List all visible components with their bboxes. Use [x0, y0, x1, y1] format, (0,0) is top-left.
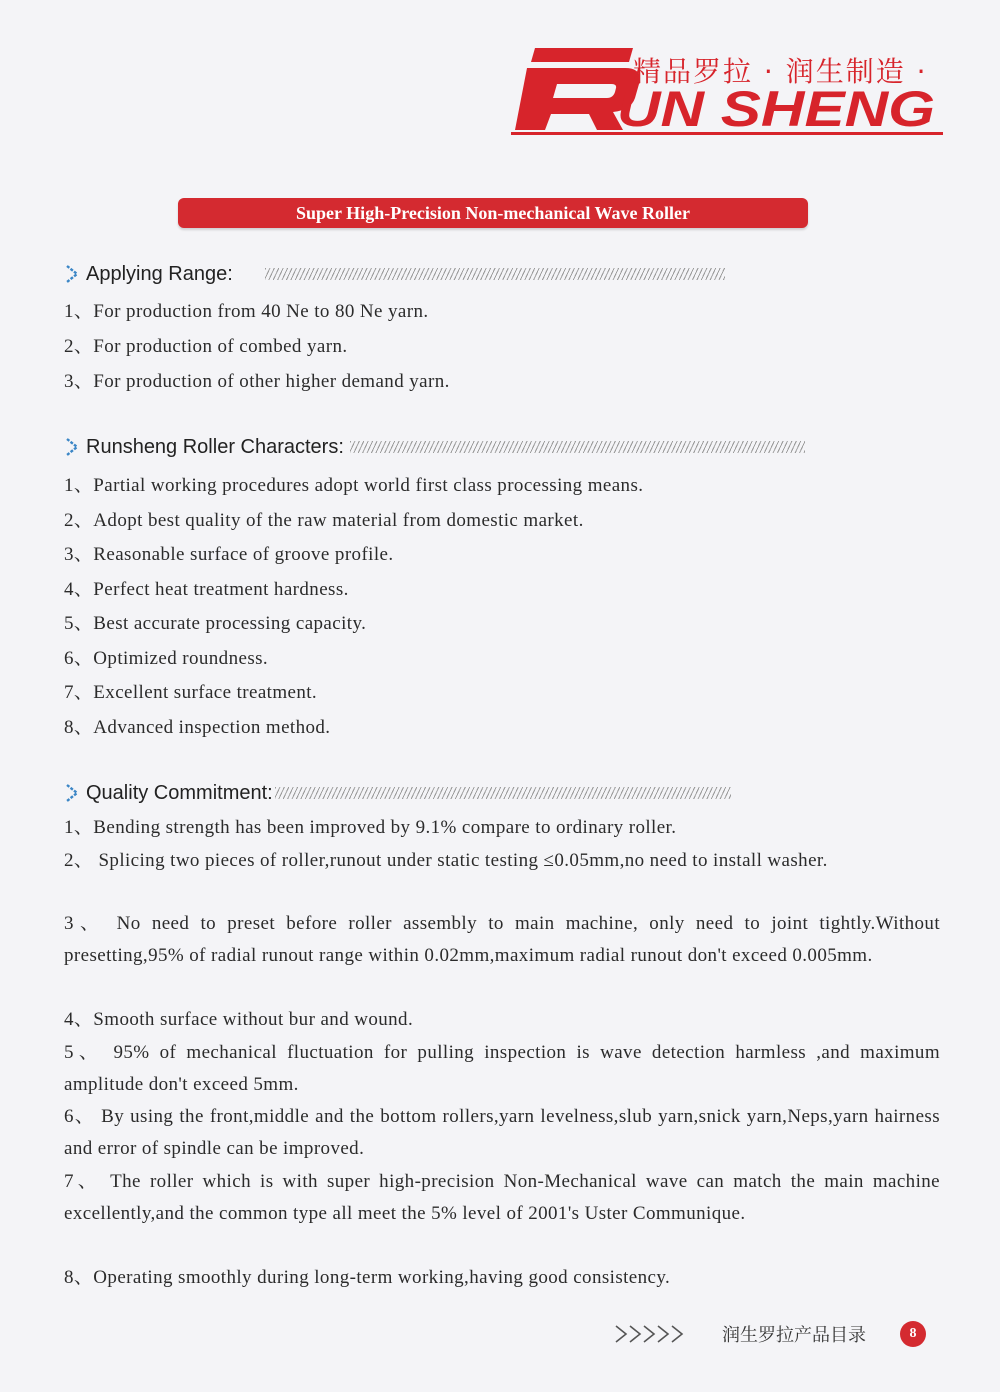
list-item: 5、Best accurate processing capacity. — [64, 613, 367, 634]
list-item: 2、Adopt best quality of the raw material from domestic market. — [64, 510, 584, 531]
hatch-divider — [275, 787, 731, 799]
section-heading-text: Quality Commitment: — [86, 781, 273, 804]
list-item: 3、Reasonable surface of groove profile. — [64, 544, 394, 565]
page-footer — [612, 1318, 952, 1350]
list-item: 2、 Splicing two pieces of roller,runout under static testing ≤0.05mm,no need to install washer. — [64, 850, 828, 871]
page-number-badge: 8 — [900, 1321, 926, 1347]
section-heading-applying-range — [64, 261, 725, 287]
hatch-divider — [265, 268, 725, 280]
section-heading-text: Applying Range: — [86, 262, 233, 285]
chevron-right-icon — [64, 782, 82, 804]
double-chevron-right-icon — [612, 1323, 692, 1345]
page-title-banner: Super High-Precision Non-mechanical Wave Roller — [178, 198, 808, 228]
list-item: 1、Bending strength has been improved by 9.1% compare to ordinary roller. — [64, 817, 677, 838]
logo-wordmark — [617, 84, 937, 134]
list-item: 8、Operating smoothly during long-term working,having good consistency. — [64, 1267, 671, 1288]
list-item: 8、Advanced inspection method. — [64, 717, 331, 738]
list-item: 5、 95% of mechanical fluctuation for pulling inspection is wave detection harmless ,and maximum amplitude don't exceed 5mm. — [64, 1042, 940, 1095]
list-item: 7、 The roller which is with super high-precision Non-Mechanical wave can match the main machine excellently,and the common type all meet the 5% level of 2001's Uster Communique. — [64, 1171, 940, 1224]
list-item: 4、Perfect heat treatment hardness. — [64, 579, 349, 600]
catalog-title: 润生罗拉产品目录 — [722, 1325, 866, 1346]
list-item: 6、Optimized roundness. — [64, 648, 269, 669]
svg-text:UN SHENG: UN SHENG — [617, 84, 935, 134]
list-item: 3、 No need to preset before roller assembly to main machine, only need to joint tightly.Without presetting,95% of radial runout range within 0.02mm,maximum radial runout don't exceed 0.005mm. — [64, 913, 940, 966]
list-item: 6、 By using the front,middle and the bottom rollers,yarn levelness,slub yarn,snick yarn,Neps,yarn hairness and error of spindle can be improved. — [64, 1106, 940, 1159]
list-item: 4、Smooth surface without bur and wound. — [64, 1009, 414, 1030]
list-item: 1、Partial working procedures adopt world first class processing means. — [64, 475, 644, 496]
list-item: 1、For production from 40 Ne to 80 Ne yarn. — [64, 301, 429, 322]
logo-chinese-slogan: 精品罗拉 · 润生制造 · — [633, 55, 928, 88]
chevron-right-icon — [64, 263, 82, 285]
section-heading-roller-characters — [64, 434, 805, 460]
list-item: 2、For production of combed yarn. — [64, 336, 348, 357]
list-item: 3、For production of other higher demand yarn. — [64, 371, 450, 392]
hatch-divider — [350, 441, 805, 453]
section-heading-quality-commitment — [64, 780, 731, 806]
list-item: 7、Excellent surface treatment. — [64, 682, 318, 703]
chevron-right-icon — [64, 436, 82, 458]
section-heading-text: Runsheng Roller Characters: — [86, 435, 344, 458]
brand-logo — [505, 40, 950, 140]
